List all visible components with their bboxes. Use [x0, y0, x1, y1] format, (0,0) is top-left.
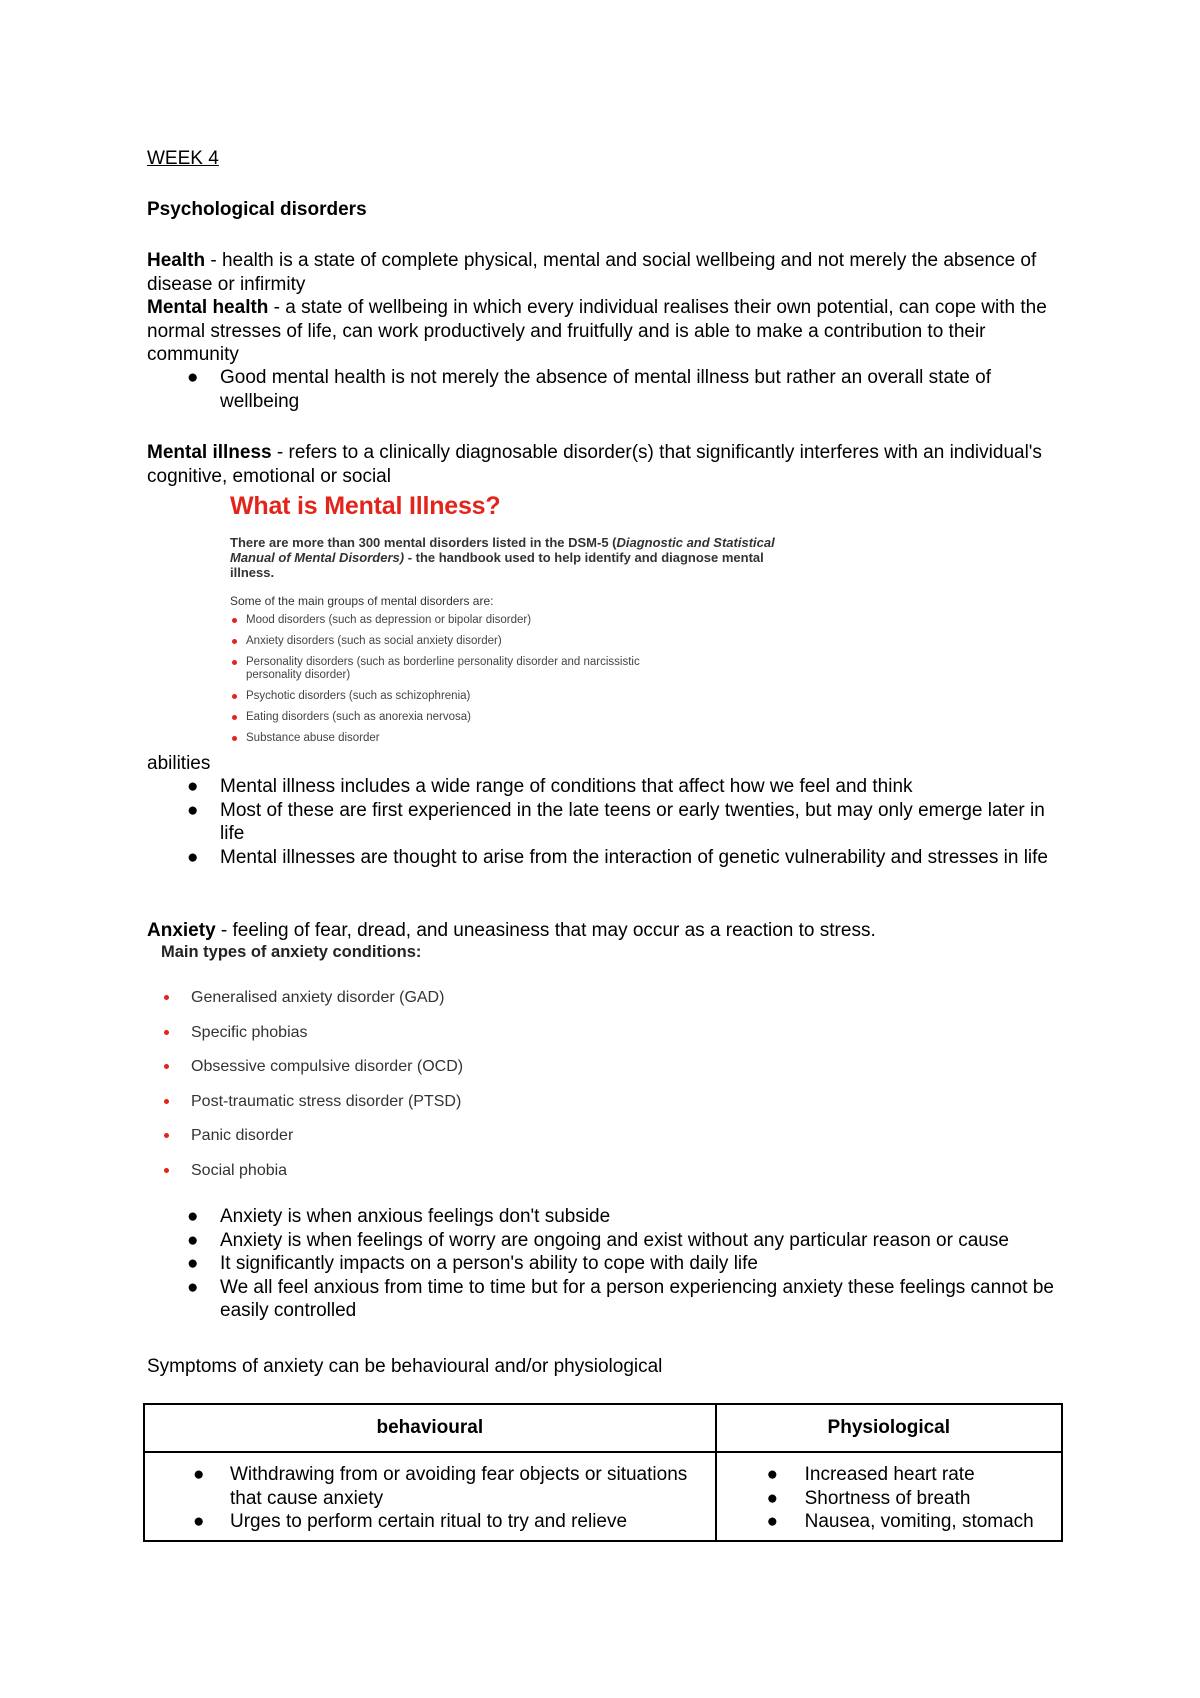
- list-item: Social phobia: [161, 1161, 761, 1181]
- slide-groups-heading: Some of the main groups of mental disorders are:: [230, 594, 494, 608]
- slide-groups-list: [230, 614, 810, 745]
- list-item: Personality disorders (such as borderline personality disorder and narcissistic personality disorder): [230, 656, 810, 682]
- list-item: ● Shortness of breath: [766, 1487, 971, 1509]
- red-bullet-icon: [164, 1133, 169, 1138]
- list-item: ● Anxiety is when anxious feelings don't subside: [187, 1206, 611, 1227]
- bullet-icon: ●: [187, 1229, 199, 1251]
- table-header-row: [144, 1404, 1062, 1452]
- mental-illness-term: Mental illness: [147, 442, 272, 463]
- anxiety-types-slide: [161, 943, 761, 1195]
- symptoms-intro: Symptoms of anxiety can be behavioural and/or physiological: [147, 1356, 663, 1377]
- behavioural-cell: [144, 1452, 716, 1541]
- bullet-icon: ●: [187, 1206, 199, 1227]
- page-title: Psychological disorders: [147, 199, 367, 220]
- slide-heading: Main types of anxiety conditions:: [161, 943, 422, 961]
- bullet-icon: ●: [766, 1464, 779, 1485]
- anxiety-bullets: [147, 1205, 1072, 1323]
- bullet-icon: ●: [187, 1253, 199, 1274]
- bullet-icon: ●: [766, 1511, 779, 1532]
- list-item: Panic disorder: [161, 1126, 761, 1146]
- list-item: ● Mental illness includes a wide range of conditions that affect how we feel and think: [187, 776, 913, 797]
- mental-illness-slide: [230, 492, 810, 753]
- health-term: Health: [147, 250, 206, 271]
- health-definition: - health is a state of complete physical, mental and social wellbeing and not merely the absence of disease or infirmity: [147, 250, 1037, 295]
- red-bullet-icon: [232, 618, 237, 623]
- red-bullet-icon: [232, 715, 237, 720]
- list-item: ● Most of these are first experienced in the late teens or early twenties, but may only emerge later in life: [187, 799, 1045, 844]
- list-item: Substance abuse disorder: [230, 732, 810, 745]
- physiological-header: Physiological: [716, 1404, 1062, 1452]
- bullet-icon: ●: [187, 776, 199, 797]
- slide-title: What is Mental Illness?: [230, 492, 501, 520]
- list-item: Specific phobias: [161, 1023, 761, 1043]
- list-item: Eating disorders (such as anorexia nervosa): [230, 711, 810, 724]
- list-item: Post-traumatic stress disorder (PTSD): [161, 1092, 761, 1112]
- health-paragraph: [147, 249, 1072, 296]
- red-bullet-icon: [232, 639, 237, 644]
- red-bullet-icon: [164, 1099, 169, 1104]
- bullet-icon: ●: [187, 1276, 199, 1298]
- red-bullet-icon: [232, 736, 237, 741]
- anxiety-types-list: [161, 988, 761, 1181]
- bullet-icon: ●: [193, 1464, 205, 1485]
- symptoms-table: [143, 1403, 1063, 1542]
- physiological-cell: [716, 1452, 1062, 1541]
- mental-health-paragraph: [147, 296, 1072, 367]
- list-item: ● Withdrawing from or avoiding fear objects or situations that cause anxiety: [193, 1464, 688, 1509]
- table-row: [144, 1452, 1062, 1541]
- list-item: ● Good mental health is not merely the absence of mental illness but rather an overall state of wellbeing: [187, 367, 991, 412]
- red-bullet-icon: [164, 1064, 169, 1069]
- red-bullet-icon: [164, 1030, 169, 1035]
- red-bullet-icon: [232, 694, 237, 699]
- list-item: ● Nausea, vomiting, stomach: [766, 1511, 1034, 1532]
- anxiety-definition: - feeling of fear, dread, and uneasiness that may occur as a reaction to stress.: [215, 920, 876, 941]
- mental-health-term: Mental health: [147, 297, 269, 318]
- week-label: WEEK 4: [147, 148, 219, 169]
- mental-health-definition: - a state of wellbeing in which every individual realises their own potential, can cope with the normal stresses of life, can work productively and fruitfully and is able to make a contribution to their community: [147, 297, 1047, 365]
- list-item: ● It significantly impacts on a person's ability to cope with daily life: [187, 1253, 758, 1274]
- list-item: ● Mental illnesses are thought to arise from the interaction of genetic vulnerability and stresses in life: [187, 846, 1048, 868]
- mental-illness-continuation: abilities: [147, 753, 211, 774]
- list-item: Anxiety disorders (such as social anxiety disorder): [230, 635, 810, 648]
- slide-intro: There are more than 300 mental disorders listed in the DSM-5 (Diagnostic and Statistical Manual of Mental Disorders) - the handbook used to help identify and diagnose mental illness.: [230, 535, 775, 580]
- list-item: Psychotic disorders (such as schizophrenia): [230, 690, 810, 703]
- list-item: ● Increased heart rate: [766, 1464, 975, 1485]
- list-item: Obsessive compulsive disorder (OCD): [161, 1057, 761, 1077]
- mental-illness-paragraph: [147, 441, 1072, 488]
- anxiety-term: Anxiety: [147, 920, 216, 941]
- bullet-icon: ●: [187, 799, 199, 821]
- bullet-icon: ●: [193, 1511, 205, 1532]
- list-item: Mood disorders (such as depression or bipolar disorder): [230, 614, 810, 627]
- bullet-icon: ●: [187, 367, 199, 388]
- mental-illness-bullets: [147, 775, 1072, 869]
- list-item: ● Anxiety is when feelings of worry are ongoing and exist without any particular reason or cause: [187, 1229, 1009, 1251]
- anxiety-paragraph: [147, 919, 1072, 943]
- mental-illness-definition: - refers to a clinically diagnosable disorder(s) that significantly interferes with an individual's cognitive, emotional or social: [147, 442, 1042, 487]
- list-item: ● We all feel anxious from time to time but for a person experiencing anxiety these feelings cannot be easily controlled: [187, 1276, 1054, 1321]
- mental-health-bullets: [147, 366, 1072, 413]
- red-bullet-icon: [164, 995, 169, 1000]
- bullet-icon: ●: [766, 1487, 779, 1509]
- bullet-icon: ●: [187, 846, 199, 868]
- behavioural-header: behavioural: [144, 1404, 716, 1452]
- list-item: ● Urges to perform certain ritual to try and relieve: [193, 1511, 628, 1532]
- list-item: Generalised anxiety disorder (GAD): [161, 988, 761, 1008]
- red-bullet-icon: [164, 1168, 169, 1173]
- red-bullet-icon: [232, 660, 237, 665]
